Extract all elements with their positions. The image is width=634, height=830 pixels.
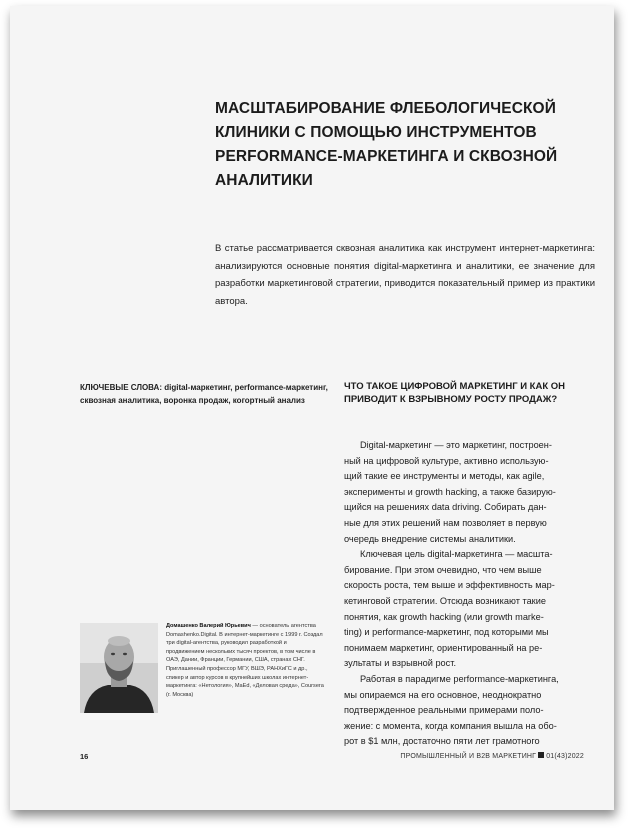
body-line: щий такие ее инструменты и методы, как agile, <box>344 471 545 482</box>
keywords-label: КЛЮЧЕВЫЕ СЛОВА: <box>80 383 162 392</box>
body-line: рот в $1 млн, достаточно пяти лет грамотного <box>344 736 540 747</box>
body-line: Digital-маркетинг — это маркетинг, построен- <box>360 440 552 450</box>
body-line: скорость роста, тем выше и эффективность мар- <box>344 580 555 591</box>
body-paragraph <box>344 547 594 672</box>
body-line: ting) и performance-маркетинг, под которыми мы <box>344 627 549 638</box>
body-line: ный на цифровой культуре, активно использую- <box>344 455 549 466</box>
body-line: кетинговой стратегии. Отсюда возникают такие <box>344 595 546 606</box>
body-line: подтвержденное реальными примерами поло- <box>344 705 544 716</box>
square-bullet-icon <box>538 752 544 758</box>
author-bio <box>166 622 324 699</box>
article-body <box>344 438 594 750</box>
body-line: понятия, как growth hacking (или growth marke- <box>344 611 544 622</box>
body-line: ные для этих решений нам позволяет в первую <box>344 517 547 528</box>
body-line: зультаты и взрывной рост. <box>344 658 456 669</box>
body-line: жение: с момента, когда компания вышла на обо- <box>344 720 557 731</box>
title-line: КЛИНИКИ С ПОМОЩЬЮ ИНСТРУМЕНТОВ <box>215 124 537 141</box>
section-heading: ЧТО ТАКОЕ ЦИФРОВОЙ МАРКЕТИНГ И КАК ОН ПРИВОДИТ К ВЗРЫВНОМУ РОСТУ ПРОДАЖ? <box>344 381 566 405</box>
title-line: АНАЛИТИКИ <box>215 172 313 189</box>
author-photo <box>80 623 158 713</box>
author-name: Домашенко Валерий Юрьевич <box>166 623 251 629</box>
body-line: щийся на решениях data driving. Собирать дан- <box>344 502 547 513</box>
body-paragraph <box>344 672 594 750</box>
journal-issue: 01(43)2022 <box>546 753 584 760</box>
body-line: Ключевая цель digital-маркетинга — масшта- <box>360 549 553 560</box>
keywords-block <box>80 381 330 407</box>
page-number: 16 <box>80 752 89 761</box>
article-title <box>215 97 595 193</box>
article-abstract: В статье рассматривается сквозная аналитика как инструмент интернет-маркетинга: анализируются основные понятия digital-маркетинга и аналитики, ее значение для разработки маркетинговой стратегии, приводится показательный пример из практики автора. <box>215 243 595 307</box>
portrait-photo-icon <box>80 623 158 713</box>
keywords-text: digital-маркетинг, performance-маркетинг, сквозная аналитика, воронка продаж, когортный анализ <box>80 383 328 405</box>
title-line: PERFORMANCE-МАРКЕТИНГА И СКВОЗНОЙ <box>215 148 558 165</box>
journal-footer <box>400 752 584 760</box>
body-line: эксперименты и growth hacking, а также базирую- <box>344 486 556 497</box>
body-line: очередь внедрение системы аналитики. <box>344 533 516 544</box>
journal-name: ПРОМЫШЛЕННЫЙ И B2B МАРКЕТИНГ <box>400 753 537 760</box>
magazine-page <box>10 6 614 810</box>
body-line: Работая в парадигме performance-маркетинга, <box>360 673 559 684</box>
body-line: понимаем маркетинг, ориентированный на ре- <box>344 642 543 653</box>
body-paragraph <box>344 438 594 547</box>
body-line: мы опираемся на его основное, неоднократно <box>344 689 542 700</box>
title-line: МАСШТАБИРОВАНИЕ ФЛЕБОЛОГИЧЕСКОЙ <box>215 100 556 117</box>
author-bio-text: — основатель агентства Domashenko.Digital. В интернет-маркетинге с 1999 г. Создал три digital-агентства, руководил разработкой и продвижением нескольких тысяч проектов, в том числе в ОАЭ, Дании, Франции, Германии, США, странах СНГ. Приглашенный профессор МГУ, ВШЭ, РАНХиГС и др., спикер и автор курсов в крупнейших школах интернет-маркетинга: «Нетология», MaEd, «Деловая среда», Coursera (г. Москва) <box>166 623 324 698</box>
body-line: бирование. При этом очевидно, что чем выше <box>344 564 542 575</box>
